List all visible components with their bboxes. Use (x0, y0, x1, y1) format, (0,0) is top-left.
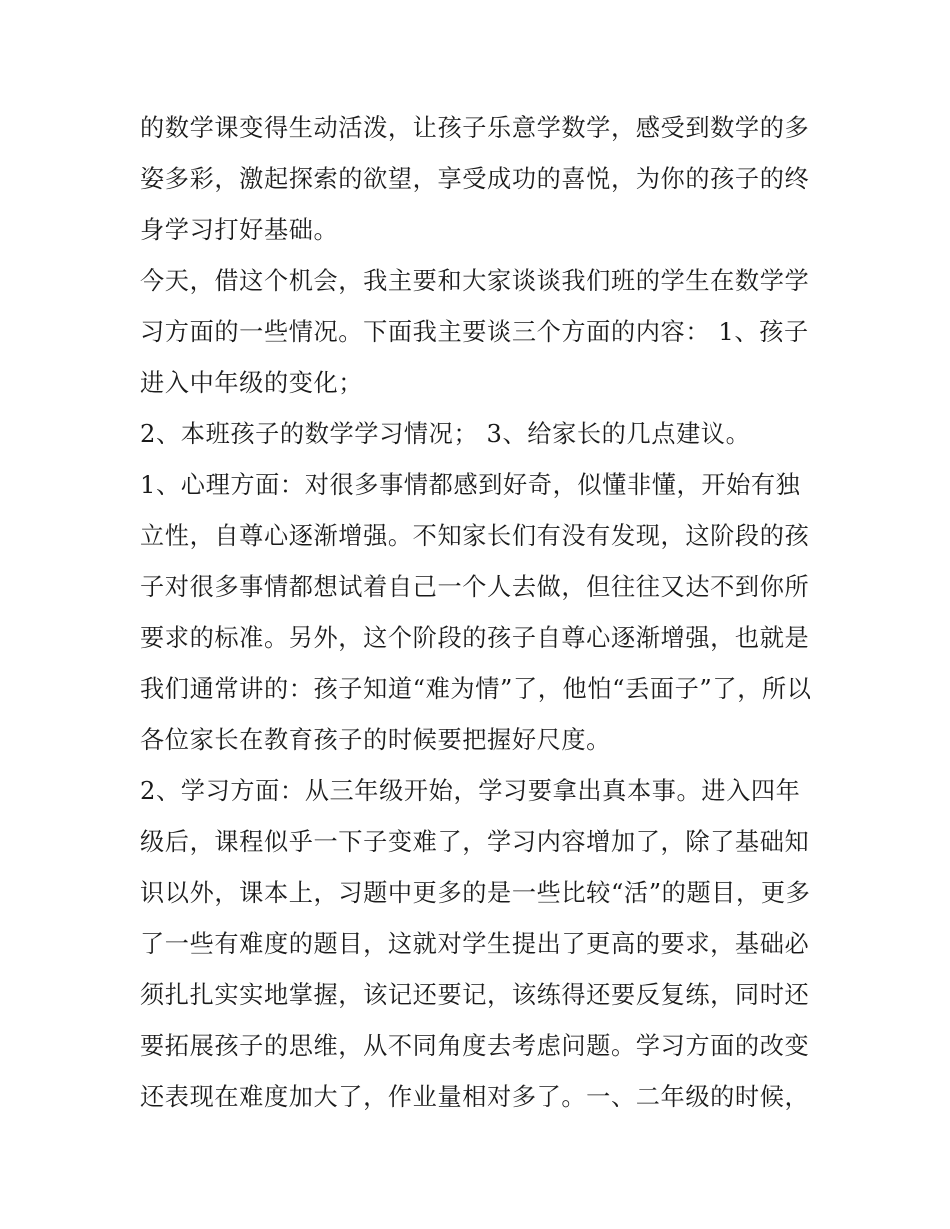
text-line: 子对很多事情都想试着自己一个人去做，但往往又达不到你所 (140, 573, 810, 601)
text-line: 1、心理方面：对很多事情都感到好奇，似懂非懂，开始有独 (140, 471, 801, 499)
text-line: 今天，借这个机会，我主要和大家谈谈我们班的学生在数学学 (140, 267, 810, 295)
text-line: 进入中年级的变化； (140, 369, 364, 397)
text-line: 了一些有难度的题目，这就对学生提出了更高的要求，基础必 (140, 930, 810, 958)
text-line: 要拓展孩子的思维，从不同角度去考虑问题。学习方面的改变 (140, 1032, 810, 1060)
text-line: 我们通常讲的：孩子知道“难为情”了，他怕“丢面子”了，所以 (140, 675, 812, 703)
text-line: 须扎扎实实地掌握，该记还要记，该练得还要反复练，同时还 (140, 981, 810, 1009)
text-line: 级后，课程似乎一下子变难了，学习内容增加了，除了基础知 (140, 828, 810, 856)
text-line: 的数学课变得生动活泼，让孩子乐意学数学，感受到数学的多 (140, 114, 810, 142)
text-line: 习方面的一些情况。下面我主要谈三个方面的内容： 1、孩子 (140, 318, 809, 346)
text-line: 身学习打好基础。 (140, 216, 339, 244)
text-line: 立性，自尊心逐渐增强。不知家长们有没有发现，这阶段的孩 (140, 522, 810, 550)
text-line: 姿多彩，激起探索的欲望，享受成功的喜悦，为你的孩子的终 (140, 165, 810, 193)
text-line: 还表现在难度加大了，作业量相对多了。一、二年级的时候， (140, 1083, 810, 1111)
text-line: 要求的标准。另外，这个阶段的孩子自尊心逐渐增强，也就是 (140, 624, 810, 652)
text-line: 各位家长在教育孩子的时候要把握好尺度。 (140, 726, 611, 754)
text-line: 识以外，课本上，习题中更多的是一些比较“活”的题目，更多 (140, 879, 811, 907)
text-line: 2、学习方面：从三年级开始，学习要拿出真本事。进入四年 (140, 777, 801, 805)
document-body (140, 103, 820, 1123)
text-line: 2、本班孩子的数学学习情况； 3、给家长的几点建议。 (140, 420, 751, 448)
